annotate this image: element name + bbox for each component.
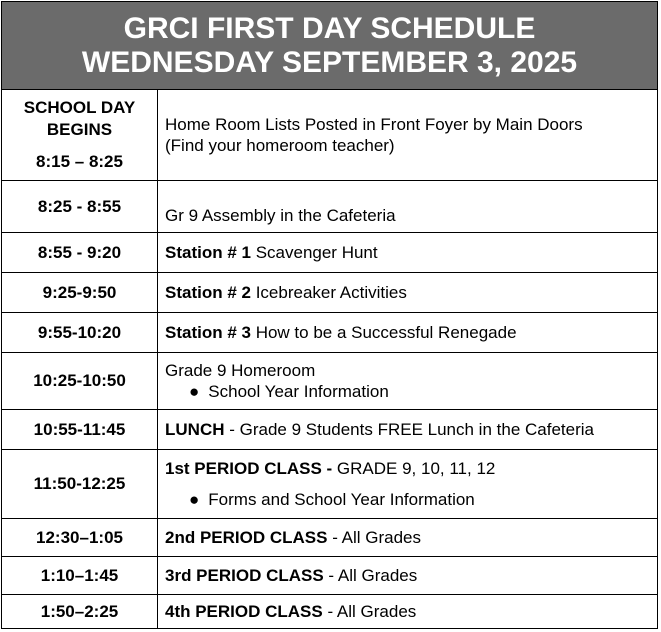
table-row: [2, 312, 657, 352]
activity-text: How to be a Successful Renegade: [250, 322, 517, 342]
table-row: [2, 352, 657, 409]
activity-heading: Station # 3: [165, 322, 251, 342]
activity-text: GRADE 9, 10, 11, 12: [332, 458, 496, 478]
activity-cell: [158, 232, 658, 272]
time-cell: 1:10–1:45: [2, 556, 158, 594]
activity-cell: [158, 556, 658, 594]
time-label: SCHOOL DAY: [23, 97, 136, 117]
table-row: [2, 594, 657, 628]
table-row: [2, 180, 657, 232]
schedule-title: GRCI FIRST DAY SCHEDULE: [123, 12, 536, 45]
time-label: BEGINS: [46, 119, 113, 139]
schedule-banner: [2, 2, 657, 90]
activity-text: - All Grades: [322, 601, 417, 621]
table-row: [2, 556, 657, 594]
bullet-icon: ●: [189, 381, 200, 401]
time-cell: 11:50-12:25: [2, 449, 158, 518]
bullet-icon: ●: [189, 489, 200, 509]
activity-heading: 2nd PERIOD CLASS: [165, 527, 328, 547]
schedule-table: [2, 90, 657, 628]
activity-text: (Find your homeroom teacher): [165, 135, 395, 155]
table-row: [2, 518, 657, 556]
activity-heading: LUNCH: [165, 419, 225, 439]
activity-heading: 1st PERIOD CLASS -: [165, 458, 333, 478]
activity-cell: [158, 180, 658, 232]
bullet-item: [165, 489, 653, 510]
activity-cell: [158, 409, 658, 449]
activity-text: Gr 9 Assembly in the Cafeteria: [165, 205, 396, 225]
table-row: [2, 449, 657, 518]
activity-text: Grade 9 Homeroom: [165, 360, 316, 380]
table-row: [2, 409, 657, 449]
time-cell: 12:30–1:05: [2, 518, 158, 556]
activity-text: Home Room Lists Posted in Front Foyer by Main Doors: [165, 114, 583, 134]
schedule-sheet: [1, 1, 658, 629]
time-cell: 10:55-11:45: [2, 409, 158, 449]
bullet-item: [165, 381, 653, 402]
activity-cell: [158, 518, 658, 556]
time-cell: [2, 90, 158, 180]
activity-heading: Station # 2: [165, 282, 251, 302]
activity-text: - Grade 9 Students FREE Lunch in the Cafeteria: [224, 419, 594, 439]
bullet-text: School Year Information: [208, 381, 389, 401]
time-label: 8:15 – 8:25: [36, 151, 123, 171]
table-row: [2, 272, 657, 312]
activity-cell: [158, 449, 658, 518]
table-row: [2, 232, 657, 272]
time-cell: 9:55-10:20: [2, 312, 158, 352]
activity-cell: [158, 312, 658, 352]
activity-heading: 4th PERIOD CLASS: [165, 601, 323, 621]
activity-cell: [158, 90, 658, 180]
activity-cell: [158, 594, 658, 628]
time-cell: 8:25 - 8:55: [2, 180, 158, 232]
activity-text: Scavenger Hunt: [250, 242, 378, 262]
activity-text: - All Grades: [327, 527, 422, 547]
activity-text: Icebreaker Activities: [250, 282, 407, 302]
activity-heading: Station # 1: [165, 242, 251, 262]
activity-text: - All Grades: [323, 565, 418, 585]
activity-cell: [158, 352, 658, 409]
schedule-date: WEDNESDAY SEPTEMBER 3, 2025: [81, 46, 578, 79]
time-cell: 8:55 - 9:20: [2, 232, 158, 272]
activity-heading: 3rd PERIOD CLASS: [165, 565, 324, 585]
table-row: [2, 90, 657, 180]
bullet-text: Forms and School Year Information: [208, 489, 475, 509]
time-cell: 1:50–2:25: [2, 594, 158, 628]
activity-cell: [158, 272, 658, 312]
time-cell: 10:25-10:50: [2, 352, 158, 409]
time-cell: 9:25-9:50: [2, 272, 158, 312]
